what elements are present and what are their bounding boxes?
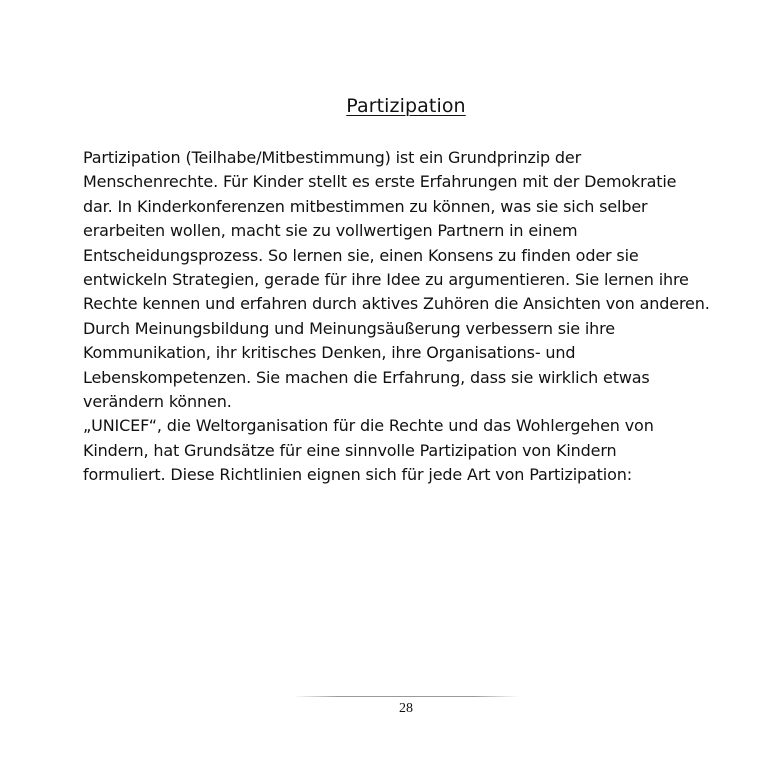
page-title: Partizipation <box>346 95 466 117</box>
page-number: 28 <box>399 701 413 716</box>
body-paragraph: Partizipation (Teilhabe/Mitbestimmung) ist ein Grundprinzip der Menschenrechte. Für Kinder stellt es erste Erfahrungen mit der Demokratie dar. In Kinderkonferenzen mitbestimmen zu können, was sie sich selber erarbeiten wollen, macht sie zu vollwertigen Partnern in einem Entscheidungsprozess. So lernen sie, einen Konsens zu finden oder sie entwickeln Strategien, gerade für ihre Idee zu argumentieren. Sie lernen ihre Rechte kennen und erfahren durch aktives Zuhören die Ansichten von anderen. Durch Meinungsbildung und Meinungsäußerung verbessern sie ihre Kommunikation, ihr kritisches Denken, ihre Organisations- und Lebenskompetenzen. Sie machen die Erfahrung, dass sie wirklich etwas verändern können. „UNICEF“, die Weltorganisation für die Rechte und das Wohlergehen von Kindern, hat Grundsätze für eine sinnvolle Partizipation von Kindern formuliert. Diese Richtlinien eignen sich für jede Art von Partizipation: <box>83 148 710 485</box>
footer-divider <box>293 696 519 697</box>
